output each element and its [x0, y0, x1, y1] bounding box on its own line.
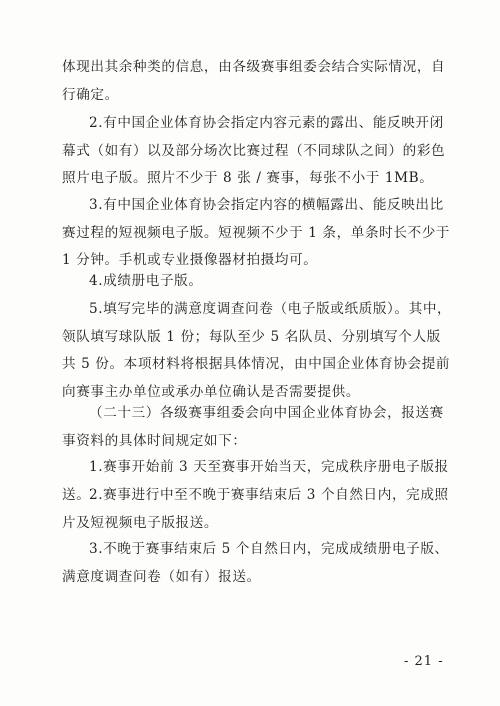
page-number: - 21 -: [404, 654, 444, 669]
paragraph-section-23: （二十三）各级赛事组委会向中国企业体育协会，报送赛事资料的具体时间规定如下：: [62, 405, 444, 449]
paragraph-item-4-results: 4.成绩册电子版。: [89, 273, 203, 289]
paragraph-item-3-video: 3.有中国企业体育协会指定内容的横幅露出、能反映出比赛过程的短视频电子版。短视频不少于 1 条，单条时长不少于 1 分钟。手机或专业摄像器材拍摄均可。: [62, 197, 451, 269]
paragraph-item-5-survey: 5.填写完毕的满意度调查问卷（电子版或纸质版）。其中，领队填写球队版 1 份；每队至少 5 名队员、分别填写个人版共 5 份。本项材料将根据具体情况，由中国企业体育协会提前向赛事主办单位或承办单位确认是否需要提供。: [62, 301, 452, 401]
paragraph-item-2-photos: 2.有中国企业体育协会指定内容元素的露出、能反映开闭幕式（如有）以及部分场次比赛过程（不同球队之间）的彩色照片电子版。照片不少于 8 张 / 赛事，每张不小于 1MB。: [62, 115, 446, 187]
paragraph-deadline-1: 1.赛事开始前 3 天至赛事开始当天，完成秩序册电子版报送。: [62, 459, 449, 503]
paragraph-continuation: 体现出其余种类的信息，由各级赛事组委会结合实际情况，自行确定。: [62, 59, 446, 103]
paragraph-deadline-2: 2.赛事进行中至不晚于赛事结束后 3 个自然日内，完成照片及短视频电子版报送。: [62, 487, 449, 531]
paragraph-deadline-3: 3.不晚于赛事结束后 5 个自然日内，完成成绩册电子版、满意度调查问卷（如有）报送。: [62, 541, 449, 585]
